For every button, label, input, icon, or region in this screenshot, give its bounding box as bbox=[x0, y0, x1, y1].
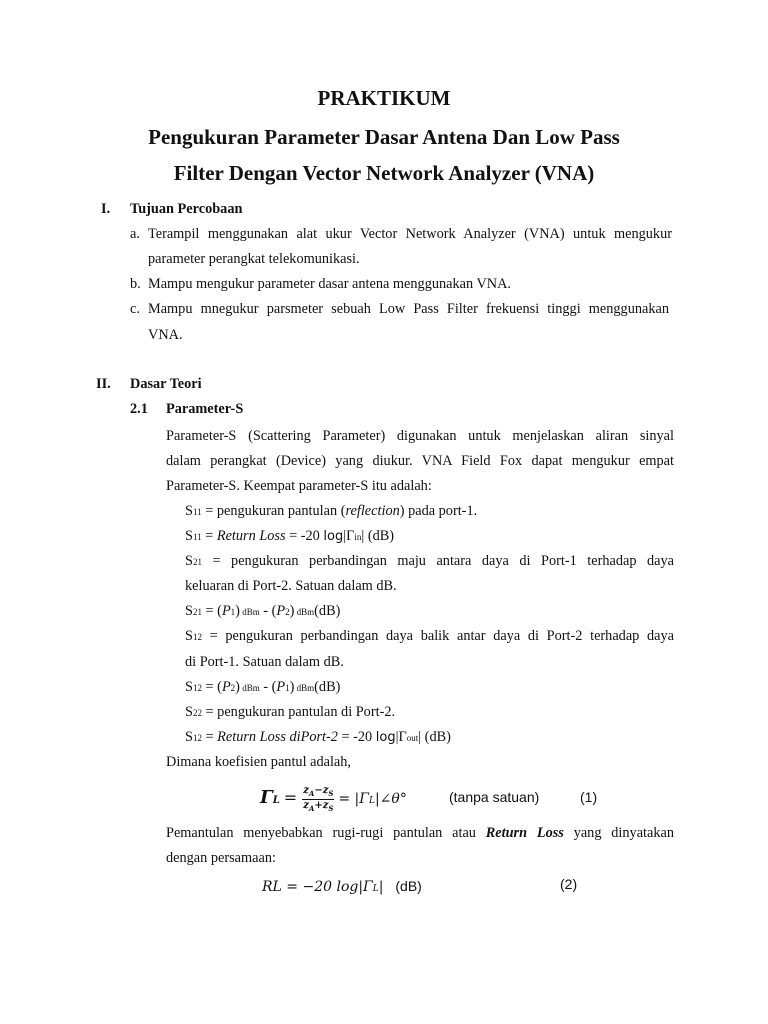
page-subtitle-line2: Filter Dengan Vector Network Analyzer (VNA) bbox=[173, 161, 595, 185]
section1-number: I. bbox=[101, 201, 111, 217]
s12-definition-line1: S12 = pengukuran perbandingan daya balik antar daya di Port-2 terhadap daya bbox=[185, 628, 674, 644]
s21-formula: S21 = (P1) dBm - (P2) dBm(dB) bbox=[185, 603, 341, 619]
equation-1-note: (tanpa satuan) bbox=[449, 789, 540, 805]
subsection-number: 2.1 bbox=[130, 401, 148, 417]
s21-definition-line2: keluaran di Port-2. Satuan dalam dB. bbox=[185, 578, 397, 594]
equation-2-number: (2) bbox=[560, 876, 578, 892]
paragraph-line: dalam perangkat (Device) yang diukur. VNA Field Fox dapat mengukur empat bbox=[166, 453, 674, 469]
s12-formula: S12 = (P2) dBm - (P1) dBm(dB) bbox=[185, 679, 341, 695]
list-item-text: Mampu mnegukur parsmeter sebuah Low Pass Filter frekuensi tinggi menggunakan bbox=[148, 301, 669, 317]
list-item-marker: b. bbox=[130, 276, 141, 292]
s11-return-loss: S11 = Return Loss = -20 log|Γin| (dB) bbox=[185, 528, 395, 544]
paragraph-line: Dimana koefisien pantul adalah, bbox=[166, 754, 352, 770]
equation-1-number: (1) bbox=[580, 789, 598, 805]
list-item-marker: a. bbox=[130, 226, 140, 242]
page-title: PRAKTIKUM bbox=[317, 86, 451, 110]
subsection-heading: Parameter-S bbox=[166, 401, 244, 417]
list-item-text: parameter perangkat telekomunikasi. bbox=[148, 251, 360, 267]
paragraph-line: Parameter-S. Keempat parameter-S itu adalah: bbox=[166, 478, 432, 494]
paragraph-line: Pemantulan menyebabkan rugi-rugi pantulan atau Return Loss yang dinyatakan bbox=[166, 825, 674, 841]
section2-number: II. bbox=[96, 376, 111, 392]
fraction-denominator: $z_A+z_S$ bbox=[303, 799, 334, 813]
fraction bbox=[302, 785, 334, 814]
return-loss-port2: S12 = Return Loss diPort-2 = -20 log|Γout| (dB) bbox=[185, 729, 451, 745]
paragraph-line: dengan persamaan: bbox=[166, 850, 276, 866]
s21-definition-line1: S21 = pengukuran perbandingan maju antara daya di Port-1 terhadap daya bbox=[185, 553, 674, 569]
page-subtitle-line1: Pengukuran Parameter Dasar Antena Dan Low Pass bbox=[148, 125, 620, 149]
list-item-text: Terampil menggunakan alat ukur Vector Network Analyzer (VNA) untuk mengukur bbox=[148, 226, 672, 242]
list-item-text: Mampu mengukur parameter dasar antena menggunakan VNA. bbox=[148, 276, 511, 292]
s22-definition: S22 = pengukuran pantulan di Port-2. bbox=[185, 704, 396, 720]
s12-definition-line2: di Port-1. Satuan dalam dB. bbox=[185, 654, 344, 670]
list-item-text: VNA. bbox=[148, 327, 183, 343]
list-item-marker: c. bbox=[130, 301, 140, 317]
paragraph-line: Parameter-S (Scattering Parameter) digunakan untuk menjelaskan aliran sinyal bbox=[166, 428, 674, 444]
equation-1: ΓL = $\frac{z_A-z_S}{z_A+z_S}$ = |ΓL|∠θ° bbox=[260, 784, 407, 813]
section1-heading: Tujuan Percobaan bbox=[130, 201, 243, 217]
gamma-symbol: Γ bbox=[260, 787, 273, 808]
s11-definition: S11 = pengukuran pantulan (reflection) pada port-1. bbox=[185, 503, 478, 519]
section2-heading: Dasar Teori bbox=[130, 376, 202, 392]
fraction-numerator: $z_A-z_S$ bbox=[303, 784, 334, 798]
equation-2: RL = −20 log|ΓL| (dB) bbox=[262, 878, 422, 895]
